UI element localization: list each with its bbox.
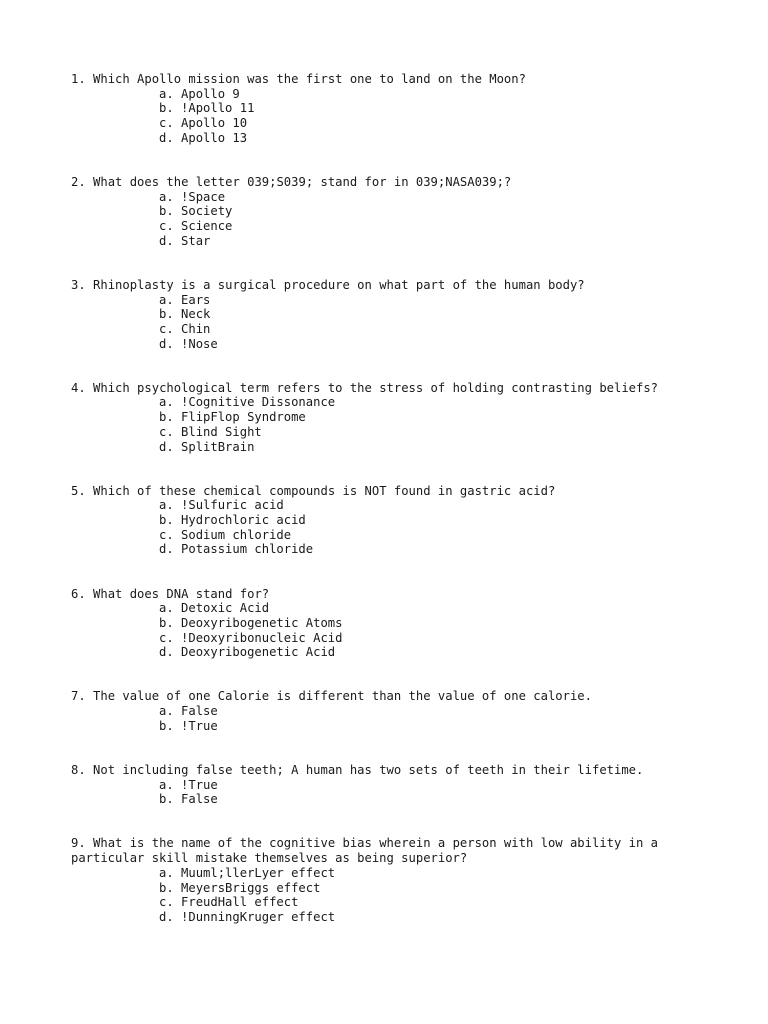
answer-option	[159, 293, 711, 308]
question-block	[71, 689, 711, 733]
answer-options	[71, 601, 711, 660]
option-letter: c.	[159, 321, 174, 336]
question-block	[71, 587, 711, 661]
answer-options	[71, 866, 711, 925]
option-letter: d.	[159, 439, 174, 454]
question-block	[71, 175, 711, 249]
question-block	[71, 381, 711, 455]
question-block	[71, 763, 711, 807]
question-prompt: What does DNA stand for?	[93, 586, 270, 601]
question-number: 9.	[71, 836, 86, 851]
option-text: !Cognitive Dissonance	[181, 395, 336, 410]
option-letter: b.	[159, 204, 174, 219]
answer-option	[159, 234, 711, 249]
question-prompt: What is the name of the cognitive bias wherein a person with low ability in a particular skill mistake themselves as being superior?	[71, 836, 666, 866]
option-text: False	[181, 704, 218, 719]
option-text: FlipFlop Syndrome	[181, 410, 306, 425]
answer-option	[159, 219, 711, 234]
option-letter: c.	[159, 424, 174, 439]
option-letter: d.	[159, 542, 174, 557]
option-text: Potassium chloride	[181, 542, 314, 557]
option-letter: c.	[159, 895, 174, 910]
option-letter: c.	[159, 219, 174, 234]
answer-option	[159, 542, 711, 557]
option-text: Deoxyribogenetic Acid	[181, 645, 336, 660]
question-number: 2.	[71, 174, 86, 189]
option-letter: b.	[159, 718, 174, 733]
answer-option	[159, 322, 711, 337]
answer-option	[159, 866, 711, 881]
question-prompt: What does the letter 039;S039; stand for in 039;NASA039;?	[93, 174, 512, 189]
answer-option	[159, 778, 711, 793]
option-letter: a.	[159, 601, 174, 616]
option-letter: c.	[159, 630, 174, 645]
question-text	[71, 381, 711, 396]
answer-option	[159, 895, 711, 910]
question-text	[71, 484, 711, 499]
option-letter: d.	[159, 909, 174, 924]
answer-option	[159, 498, 711, 513]
option-letter: a.	[159, 498, 174, 513]
option-letter: b.	[159, 101, 174, 116]
option-text: !Space	[181, 189, 226, 204]
answer-option	[159, 601, 711, 616]
option-text: !True	[181, 777, 218, 792]
option-text: Science	[181, 219, 233, 234]
answer-option	[159, 101, 711, 116]
answer-options	[71, 190, 711, 249]
question-number: 6.	[71, 586, 86, 601]
option-letter: a.	[159, 86, 174, 101]
answer-options	[71, 704, 711, 733]
option-text: Ears	[181, 292, 211, 307]
question-number: 8.	[71, 762, 86, 777]
question-text	[71, 836, 711, 865]
option-letter: d.	[159, 336, 174, 351]
answer-option	[159, 190, 711, 205]
question-number: 4.	[71, 380, 86, 395]
answer-options	[71, 395, 711, 454]
question-number: 1.	[71, 72, 86, 86]
question-prompt: Not including false teeth; A human has two sets of teeth in their lifetime.	[93, 762, 644, 777]
answer-options	[71, 293, 711, 352]
option-text: False	[181, 792, 218, 807]
answer-option	[159, 631, 711, 646]
option-letter: a.	[159, 189, 174, 204]
answer-option	[159, 425, 711, 440]
option-text: !Nose	[181, 336, 218, 351]
answer-option	[159, 307, 711, 322]
option-text: MeyersBriggs effect	[181, 880, 321, 895]
option-letter: d.	[159, 233, 174, 248]
answer-option	[159, 528, 711, 543]
question-text	[71, 763, 711, 778]
option-text: Blind Sight	[181, 424, 262, 439]
question-text	[71, 175, 711, 190]
option-text: !DunningKruger effect	[181, 909, 336, 924]
answer-option	[159, 337, 711, 352]
question-number: 7.	[71, 689, 86, 704]
option-text: Apollo 9	[181, 86, 240, 101]
question-prompt: The value of one Calorie is different than the value of one calorie.	[93, 689, 592, 704]
option-letter: b.	[159, 513, 174, 528]
answer-option	[159, 792, 711, 807]
option-letter: c.	[159, 527, 174, 542]
option-text: Star	[181, 233, 211, 248]
option-text: Chin	[181, 321, 211, 336]
question-text	[71, 72, 711, 87]
question-prompt: Which Apollo mission was the first one to land on the Moon?	[93, 72, 526, 86]
question-text	[71, 689, 711, 704]
option-text: !True	[181, 718, 218, 733]
question-block	[71, 278, 711, 352]
question-prompt: Rhinoplasty is a surgical procedure on what part of the human body?	[93, 277, 585, 292]
question-text	[71, 278, 711, 293]
option-text: !Apollo 11	[181, 101, 255, 116]
option-text: !Sulfuric acid	[181, 498, 284, 513]
answer-option	[159, 645, 711, 660]
option-letter: a.	[159, 704, 174, 719]
option-text: !Deoxyribonucleic Acid	[181, 630, 343, 645]
option-text: SplitBrain	[181, 439, 255, 454]
option-text: Hydrochloric acid	[181, 513, 306, 528]
option-text: Apollo 13	[181, 130, 248, 145]
option-letter: c.	[159, 116, 174, 131]
answer-option	[159, 131, 711, 146]
question-text	[71, 587, 711, 602]
answer-option	[159, 513, 711, 528]
question-number: 5.	[71, 483, 86, 498]
option-letter: b.	[159, 792, 174, 807]
question-number: 3.	[71, 277, 86, 292]
option-letter: b.	[159, 307, 174, 322]
option-letter: b.	[159, 880, 174, 895]
option-text: Apollo 10	[181, 116, 248, 131]
option-text: Muuml;llerLyer effect	[181, 865, 336, 880]
option-letter: d.	[159, 645, 174, 660]
answer-option	[159, 116, 711, 131]
option-text: Deoxyribogenetic Atoms	[181, 615, 343, 630]
answer-option	[159, 204, 711, 219]
quiz-document	[71, 72, 711, 954]
question-block	[71, 836, 711, 924]
option-text: Neck	[181, 307, 211, 322]
option-text: Society	[181, 204, 233, 219]
answer-option	[159, 616, 711, 631]
answer-option	[159, 881, 711, 896]
option-letter: b.	[159, 615, 174, 630]
answer-option	[159, 410, 711, 425]
question-prompt: Which psychological term refers to the stress of holding contrasting beliefs?	[93, 380, 659, 395]
answer-option	[159, 440, 711, 455]
option-text: FreudHall effect	[181, 895, 299, 910]
option-text: Detoxic Acid	[181, 601, 270, 616]
answer-option	[159, 395, 711, 410]
answer-options	[71, 498, 711, 557]
answer-option	[159, 704, 711, 719]
option-text: Sodium chloride	[181, 527, 292, 542]
option-letter: a.	[159, 865, 174, 880]
answer-option	[159, 87, 711, 102]
answer-option	[159, 719, 711, 734]
option-letter: a.	[159, 292, 174, 307]
question-block	[71, 484, 711, 558]
answer-option	[159, 910, 711, 925]
option-letter: d.	[159, 130, 174, 145]
question-prompt: Which of these chemical compounds is NOT found in gastric acid?	[93, 483, 556, 498]
option-letter: b.	[159, 410, 174, 425]
option-letter: a.	[159, 777, 174, 792]
option-letter: a.	[159, 395, 174, 410]
answer-options	[71, 87, 711, 146]
answer-options	[71, 778, 711, 807]
question-block	[71, 72, 711, 146]
